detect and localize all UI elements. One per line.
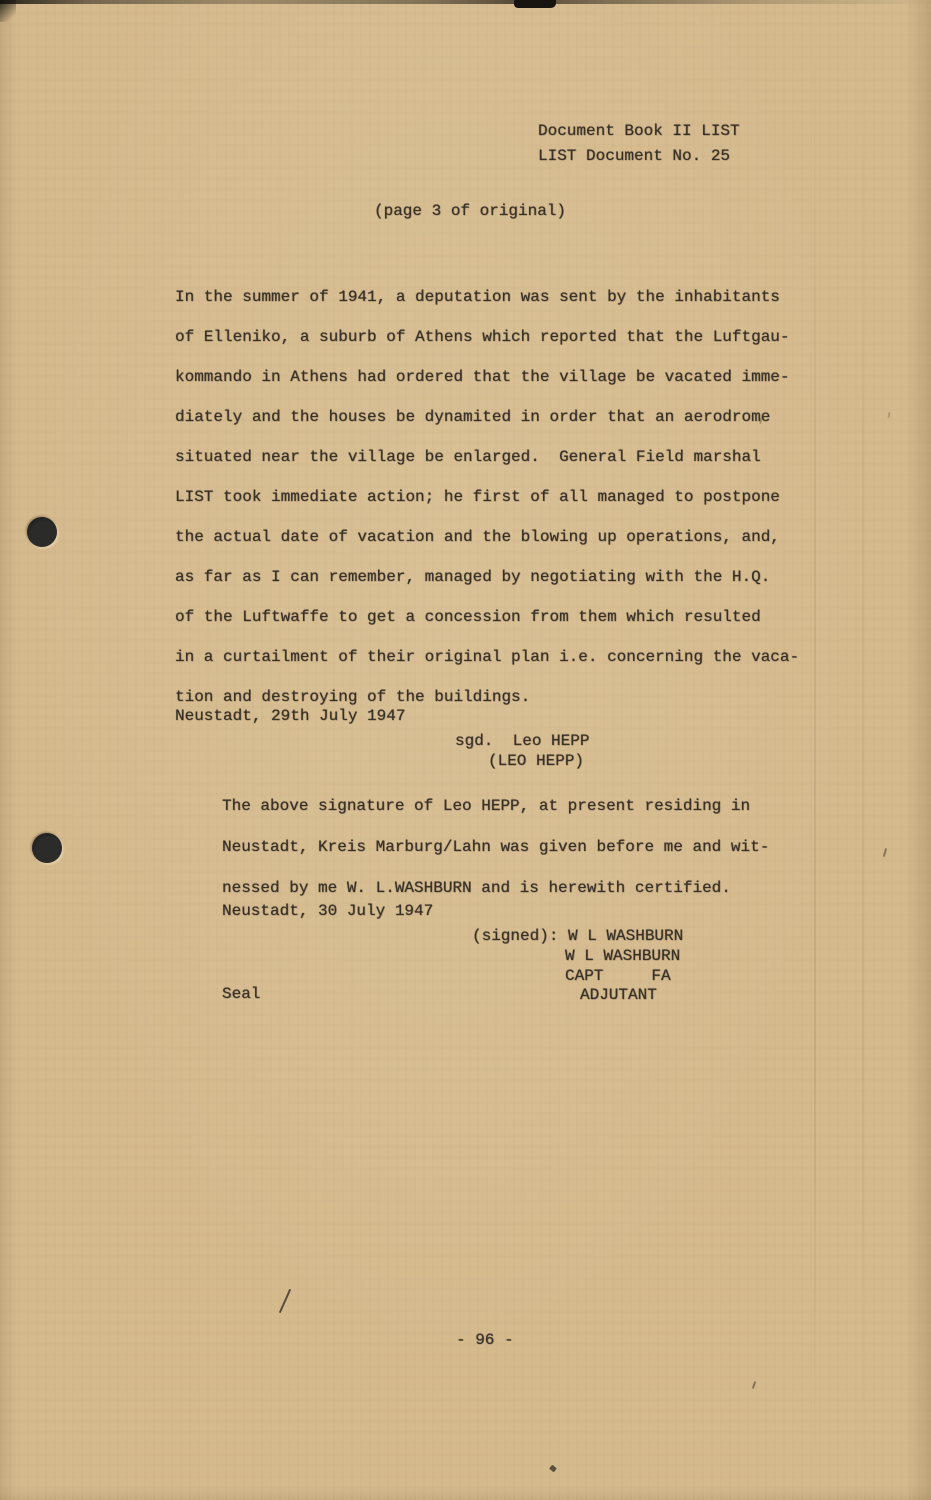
text-line: of the Luftwaffe to get a concession from them which resulted — [175, 608, 761, 626]
text-line: as far as I can remember, managed by negotiating with the H.Q. — [175, 568, 771, 586]
text-line: diately and the houses be dynamited in order that an aerodrome — [175, 408, 771, 426]
scan-edge-corner — [0, 0, 16, 22]
paper-crease — [814, 0, 816, 1500]
body-paragraph — [175, 277, 799, 717]
seal-label: Seal — [222, 985, 261, 1003]
ink-speck — [549, 1465, 557, 1473]
witness-signed-line: (signed): W L WASHBURN — [472, 927, 684, 945]
text-line: In the summer of 1941, a deputation was sent by the inhabitants — [175, 288, 780, 306]
paper-crease — [862, 0, 864, 1500]
text-line: situated near the village be enlarged. General Field marshal — [175, 448, 761, 466]
page-number: - 96 - — [456, 1331, 514, 1349]
punch-hole-top — [27, 517, 57, 547]
text-line: in a curtailment of their original plan i.e. concerning the vaca- — [175, 648, 800, 666]
page-of-original-note: (page 3 of original) — [374, 202, 567, 220]
text-line: of Elleniko, a suburb of Athens which reported that the Luftgau- — [175, 328, 790, 346]
text-line: the actual date of vacation and the blowing up operations, and, — [175, 528, 780, 546]
scan-edge-mark — [514, 0, 556, 8]
text-line: Neustadt, Kreis Marburg/Lahn was given before me and wit- — [222, 838, 770, 856]
certification-paragraph — [222, 786, 769, 909]
signature-name-line: (LEO HEPP) — [488, 752, 585, 770]
text-line: kommando in Athens had ordered that the village be vacated imme- — [175, 368, 790, 386]
text-line: LIST took immediate action; he first of all managed to postpone — [175, 488, 780, 506]
dateline-first: Neustadt, 29th July 1947 — [175, 707, 406, 725]
witness-title-line: ADJUTANT — [580, 986, 657, 1004]
text-line: nessed by me W. L.WASHBURN and is herewith certified. — [222, 879, 731, 897]
dateline-second: Neustadt, 30 July 1947 — [222, 902, 434, 920]
scan-edge-top — [0, 0, 931, 4]
document-book-title: Document Book II LIST — [538, 122, 740, 140]
witness-rank-line: CAPT FA — [565, 967, 671, 985]
ink-speck — [887, 412, 890, 418]
document-number: LIST Document No. 25 — [538, 147, 731, 165]
punch-hole-bottom — [32, 833, 62, 863]
ink-speck — [752, 1381, 756, 1389]
witness-name-line: W L WASHBURN — [565, 947, 681, 965]
stray-pen-mark — [279, 1289, 291, 1314]
text-line: tion and destroying of the buildings. — [175, 688, 531, 706]
text-line: The above signature of Leo HEPP, at present residing in — [222, 797, 751, 815]
signature-sgd-line: sgd. Leo HEPP — [455, 732, 590, 750]
ink-speck — [883, 848, 887, 857]
